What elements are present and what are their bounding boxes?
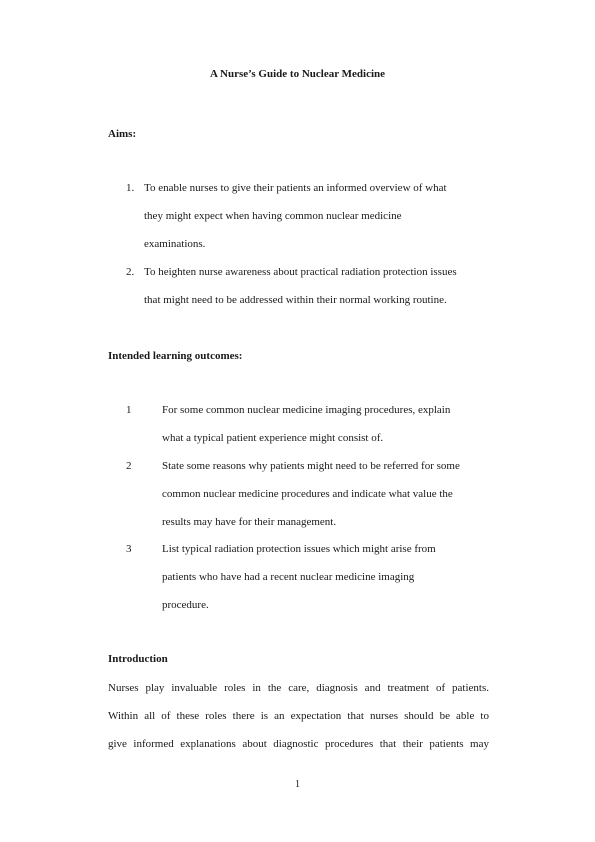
- aim-1-number: 1.: [126, 182, 135, 194]
- outcome-3-line-1: List typical radiation protection issues which might arise from: [162, 543, 436, 555]
- outcomes-heading: Intended learning outcomes:: [108, 350, 243, 362]
- intro-line-3: give informed explanations about diagnostic procedures that their patients may: [108, 738, 489, 750]
- page-number: 1: [295, 779, 300, 790]
- outcome-2-line-1: State some reasons why patients might need to be referred for some: [162, 460, 460, 472]
- outcome-1-line-1: For some common nuclear medicine imaging procedures, explain: [162, 404, 451, 416]
- outcome-2-line-3: results may have for their management.: [162, 516, 337, 528]
- aim-1-line-2: they might expect when having common nuclear medicine: [144, 210, 402, 222]
- intro-line-1: Nurses play invaluable roles in the care, diagnosis and treatment of patients.: [108, 682, 489, 694]
- outcome-3-line-3: procedure.: [162, 599, 209, 611]
- aims-heading: Aims:: [108, 128, 137, 140]
- aim-1-line-1: To enable nurses to give their patients an informed overview of what: [144, 182, 447, 194]
- outcome-1-number: 1: [126, 404, 132, 416]
- intro-line-2: Within all of these roles there is an expectation that nurses should be able to: [108, 710, 489, 722]
- outcome-3-number: 3: [126, 543, 132, 555]
- introduction-heading: Introduction: [108, 653, 168, 665]
- outcome-1-line-2: what a typical patient experience might consist of.: [162, 432, 384, 444]
- outcome-3-line-2: patients who have had a recent nuclear medicine imaging: [162, 571, 415, 583]
- document-title: A Nurse’s Guide to Nuclear Medicine: [209, 68, 386, 80]
- aim-2-line-1: To heighten nurse awareness about practical radiation protection issues: [144, 266, 457, 278]
- aim-1-line-3: examinations.: [144, 238, 206, 250]
- aim-2-number: 2.: [126, 266, 135, 278]
- outcome-2-line-2: common nuclear medicine procedures and indicate what value the: [162, 488, 453, 500]
- outcome-2-number: 2: [126, 460, 132, 472]
- aim-2-line-2: that might need to be addressed within their normal working routine.: [144, 294, 447, 306]
